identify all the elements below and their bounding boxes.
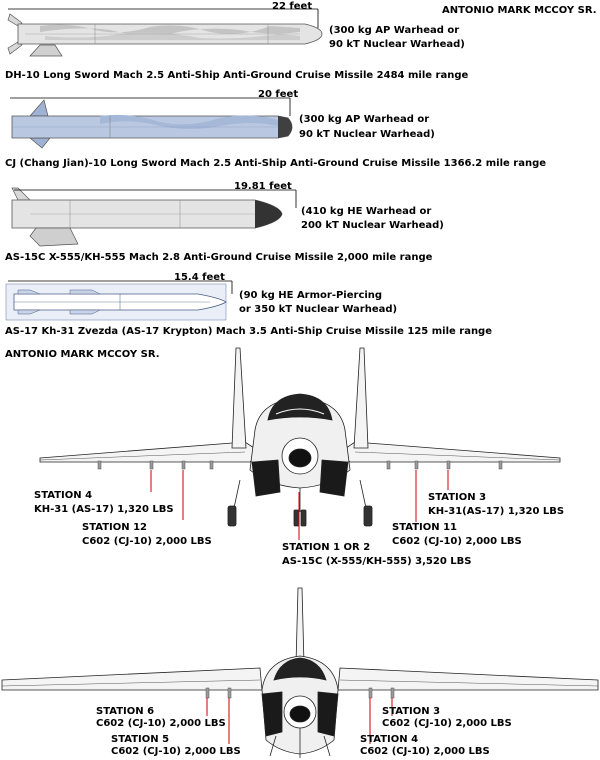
station-12-load: C602 (CJ-10) 2,000 LBS	[82, 536, 212, 547]
cj10-caption: CJ (Chang Jian)-10 Long Sword Mach 2.5 Anti-Ship Anti-Ground Cruise Missile 1366.2 mile range	[5, 158, 547, 169]
station-6-title: STATION 6	[96, 706, 155, 717]
station-5-title: STATION 5	[111, 734, 170, 745]
station-4-upper-load: KH-31 (AS-17) 1,320 LBS	[34, 504, 174, 515]
cj10-warhead-line1: (300 kg AP Warhead or	[299, 114, 430, 125]
as17-missile	[6, 281, 232, 320]
cj10-length-label: 20 feet	[258, 89, 299, 100]
station-3-upper-title: STATION 3	[428, 492, 487, 503]
station-6-load: C602 (CJ-10) 2,000 LBS	[96, 718, 226, 729]
as15c-warhead-line2: 200 kT Nuclear Warhead)	[301, 220, 444, 231]
dh10-missile	[8, 9, 322, 56]
station-4-upper-title: STATION 4	[34, 490, 93, 501]
station-3-lower-title: STATION 3	[382, 706, 441, 717]
as17-caption: AS-17 Kh-31 Zvezda (AS-17 Krypton) Mach 3.5 Anti-Ship Cruise Missile 125 mile range	[5, 326, 493, 337]
as15c-caption: AS-15C X-555/KH-555 Mach 2.8 Anti-Ground Cruise Missile 2,000 mile range	[5, 252, 433, 263]
dh10-caption: DH-10 Long Sword Mach 2.5 Anti-Ship Anti-Ground Cruise Missile 2484 mile range	[5, 70, 469, 81]
station-5-load: C602 (CJ-10) 2,000 LBS	[111, 746, 241, 757]
station-3-lower-load: C602 (CJ-10) 2,000 LBS	[382, 718, 512, 729]
as15c-missile	[12, 188, 296, 246]
author-credit-mid: ANTONIO MARK MCCOY SR.	[5, 349, 160, 360]
aircraft-front-view-lower	[2, 588, 598, 758]
station-11-title: STATION 11	[392, 522, 458, 533]
as15c-warhead-line1: (410 kg HE Warhead or	[301, 206, 432, 217]
as17-warhead-line2: or 350 kT Nuclear Warhead)	[239, 304, 398, 315]
dh10-warhead-line2: 90 kT Nuclear Warhead)	[329, 39, 465, 50]
as17-warhead-line1: (90 kg HE Armor-Piercing	[239, 290, 383, 301]
as15c-length-label: 19.81 feet	[234, 181, 292, 192]
station-1-or-2-title: STATION 1 OR 2	[282, 542, 371, 553]
as17-length-label: 15.4 feet	[174, 272, 225, 283]
dh10-warhead-line1: (300 kg AP Warhead or	[329, 25, 460, 36]
cj10-warhead-line2: 90 kT Nuclear Warhead)	[299, 129, 435, 140]
station-1-or-2-load: AS-15C (X-555/KH-555) 3,520 LBS	[282, 556, 472, 567]
station-4-lower-load: C602 (CJ-10) 2,000 LBS	[360, 746, 490, 757]
station-4-lower-title: STATION 4	[360, 734, 419, 745]
dh10-length-label: 22 feet	[272, 1, 313, 12]
author-credit-top: ANTONIO MARK MCCOY SR.	[442, 5, 597, 16]
station-11-load: C602 (CJ-10) 2,000 LBS	[392, 536, 522, 547]
station-3-upper-load: KH-31(AS-17) 1,320 LBS	[428, 506, 565, 517]
station-12-title: STATION 12	[82, 522, 148, 533]
cj10-missile	[10, 98, 292, 148]
